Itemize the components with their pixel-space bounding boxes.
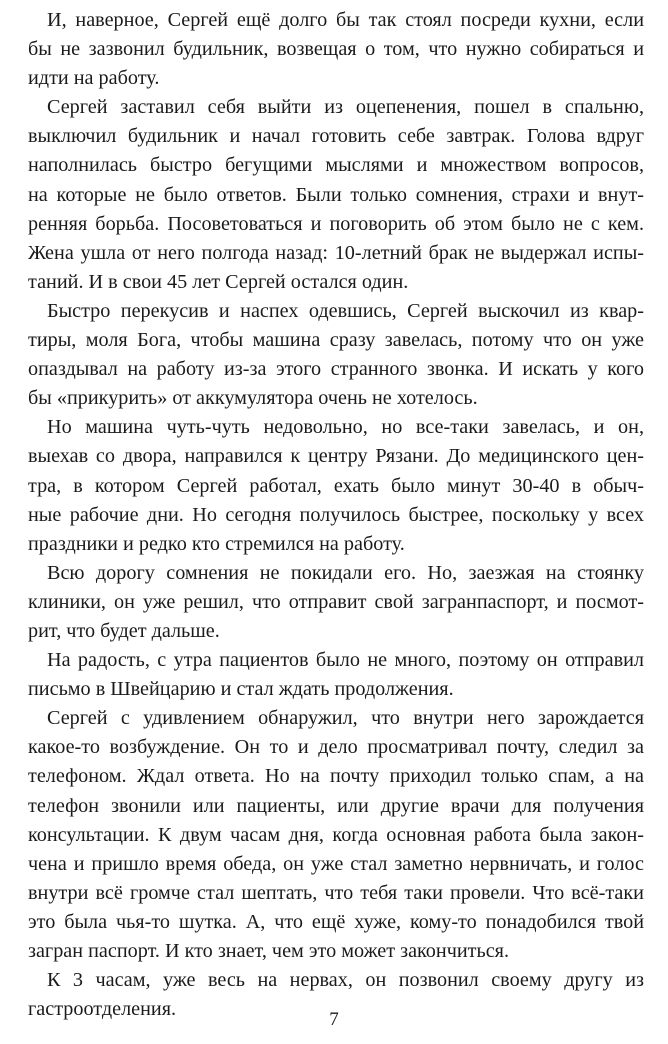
text-line: какое-то возбуждение. Он то и дело просматривал почту, следил за <box>28 736 644 759</box>
text-line: бы «прикурить» от аккумулятора очень не хотелось. <box>28 387 478 410</box>
text-line: внутри всё громче стал шептать, что тебя таки провели. Что всё-таки <box>28 881 644 904</box>
text-line: Всю дорогу сомнения не покидали его. Но, заезжая на стоянку <box>47 561 644 584</box>
text-line: опаздывал на работу из-за этого странного звонка. И искать у кого <box>28 358 644 381</box>
text-line: ные рабочие дни. Но сегодня получилось быстрее, поскольку у всех <box>28 503 644 526</box>
text-line: тра, в котором Сергей работал, ехать было минут 30-40 в обыч- <box>28 474 644 497</box>
text-line: консультации. К двум часам дня, когда основная работа была закон- <box>28 823 644 846</box>
text-line: выехав со двора, направился к центру Рязани. До медицинского цен- <box>28 445 644 468</box>
paragraph <box>28 559 644 646</box>
text-line: ренняя борьба. Посоветоваться и поговорить об этом было не с кем. <box>28 212 644 235</box>
text-line: телефоном. Ждал ответа. Но на почту приходил только спам, а на <box>28 765 644 788</box>
paragraph <box>28 297 644 413</box>
text-line: И, наверное, Сергей ещё долго бы так стоял посреди кухни, если <box>47 9 644 31</box>
text-line: идти на работу. <box>28 67 160 90</box>
text-line: таний. И в свои 45 лет Сергей остался один. <box>28 270 409 293</box>
paragraph <box>28 704 644 966</box>
text-line: клиники, он уже решил, что отправит свой загранпаспорт, и посмот- <box>28 590 644 613</box>
text-line: гастроотделения. <box>28 998 177 1021</box>
text-line: письмо в Швейцарию и стал ждать продолжения. <box>28 678 454 701</box>
page-number: 7 <box>329 1009 339 1030</box>
text-line: бы не зазвонил будильник, возвещая о том, что нужно собираться и <box>28 38 644 61</box>
paragraph <box>28 646 644 704</box>
text-line: К 3 часам, уже весь на нервах, он позвонил своему другу из <box>47 969 644 992</box>
text-line: наполнилась быстро бегущими мыслями и множеством вопросов, <box>28 154 644 177</box>
paragraph <box>28 93 644 297</box>
text-line: выключил будильник и начал готовить себе завтрак. Голова вдруг <box>28 125 644 148</box>
text-line: рит, что будет дальше. <box>28 619 220 642</box>
text-line: это была чья-то шутка. А, что ещё хуже, кому-то понадобился твой <box>28 910 644 933</box>
text-line: Но машина чуть-чуть недовольно, но все-таки завелась, и он, <box>47 416 644 439</box>
text-line: загран паспорт. И кто знает, чем это может закончиться. <box>28 940 509 962</box>
body-text <box>28 6 644 1024</box>
text-line: праздники и редко кто стремился на работу. <box>28 532 405 555</box>
text-line: На радость, с утра пациентов было не много, поэтому он отправил <box>47 649 644 672</box>
paragraph <box>28 413 644 558</box>
text-line: тиры, моля Бога, чтобы машина сразу завелась, потому что он уже <box>28 329 644 352</box>
text-line: на которые не было ответов. Были только сомнения, страхи и внут- <box>28 183 644 206</box>
text-line: телефон звонили или пациенты, или другие врачи для получения <box>28 794 644 817</box>
text-line: Сергей с удивлением обнаружил, что внутри него зарождается <box>47 707 644 730</box>
paragraph <box>28 6 644 93</box>
text-line: Сергей заставил себя выйти из оцепенения, пошел в спальню, <box>47 96 644 119</box>
text-line: Жена ушла от него полгода назад: 10-летний брак не выдержал испы- <box>28 241 644 264</box>
text-line: Быстро перекусив и наспех одевшись, Сергей выскочил из квар- <box>47 299 644 322</box>
text-line: чена и пришло время обеда, он уже стал заметно нервничать, и голос <box>28 852 644 875</box>
